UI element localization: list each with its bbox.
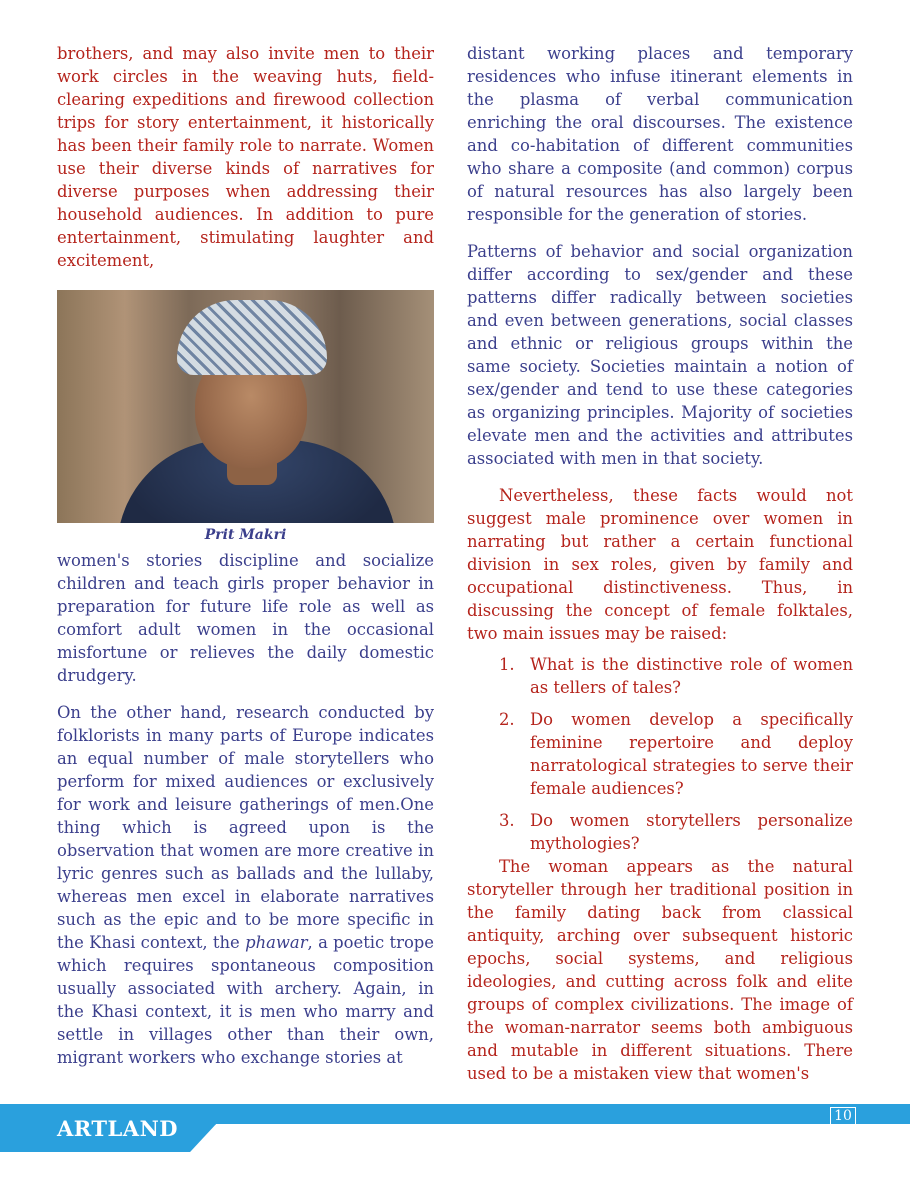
questions-list (467, 653, 853, 855)
right-paragraph-2: Patterns of behavior and social organization differ according to sex/gender and these patterns differ radically between societies and even between generations, social classes and ethnic or religious groups within the same society. Societies maintain a notion of sex/gender and tend to use these categories as organizing principles. Majority of societies elevate men and the activities and attributes associated with men in that society. (467, 242, 853, 468)
left-paragraph-2: women's stories discipline and socialize children and teach girls proper behavior in preparation for future life role as well as comfort adult women in the occasional misfortune or relieves the daily domestic drudgery. (57, 551, 434, 685)
right-paragraph-4: The woman appears as the natural storyteller through her traditional position in the family dating back from classical antiquity, arching over subsequent historic epochs, social systems, and religious ideologies, and cutting across folk and elite groups of complex civilizations. The image of the woman-narrator seems both ambiguous and mutable in different situations. There used to be a mistaken view that women's (467, 857, 853, 1083)
left-paragraph-3-part1: On the other hand, research conducted by folklorists in many parts of Europe indicates an equal number of male storytellers who perform for mixed audiences or exclusively for work and leisure gatherings of men.One thing which is agreed upon is the observation that women are more creative in lyric genres such as ballads and the lullaby, whereas men excel in elaborate narratives such as the epic and to be more specific in the Khasi context, the (57, 703, 434, 952)
phawar-term: phawar (245, 933, 308, 952)
list-item (467, 653, 853, 699)
portrait-photo (57, 290, 434, 523)
right-paragraph-3: Nevertheless, these facts would not suggest male prominence over women in narrating but rather a certain functional division in sex roles, given by family and occupational distinctiveness. Thus, in discussing the concept of female folktales, two main issues may be raised: (467, 486, 853, 643)
photo-headscarf (177, 300, 327, 375)
left-column (57, 42, 434, 1069)
list-item-text: Do women storytellers personalize mythologies? (530, 811, 853, 853)
right-column (467, 42, 853, 1085)
list-item-number: 3. (499, 811, 515, 830)
left-paragraph-1: brothers, and may also invite men to their work circles in the weaving huts, field-clearing expeditions and firewood collection trips for story entertainment, it historically has been their family role to narrate. Women use their diverse kinds of narratives for diverse purposes when addressing their household audiences. In addition to pure entertainment, stimulating laughter and excitement, (57, 44, 434, 270)
list-item-number: 2. (499, 710, 515, 729)
list-item (467, 809, 853, 855)
list-item-text: Do women develop a specifically feminine repertoire and deploy narratological strategies to serve their female audiences? (530, 710, 853, 798)
page-number: 10 (830, 1107, 856, 1126)
list-item (467, 708, 853, 800)
left-paragraph-3-part2: , a poetic trope which requires spontaneous composition usually associated with archery. Again, in the Khasi context, it is men who marry and settle in villages other than their own, migrant workers who exchange stories at (57, 933, 434, 1067)
brand-logo: ARTLAND (57, 1116, 178, 1141)
right-paragraph-1: distant working places and temporary residences who infuse itinerant elements in the plasma of verbal communication enriching the oral discourses. The existence and co-habitation of different communities who share a composite (and common) corpus of natural resources has also largely been responsible for the generation of stories. (467, 44, 853, 224)
list-item-number: 1. (499, 655, 515, 674)
left-paragraph-3 (57, 701, 434, 1069)
list-item-text: What is the distinctive role of women as tellers of tales? (530, 655, 853, 697)
photo-caption: Prit Makri (204, 527, 287, 543)
